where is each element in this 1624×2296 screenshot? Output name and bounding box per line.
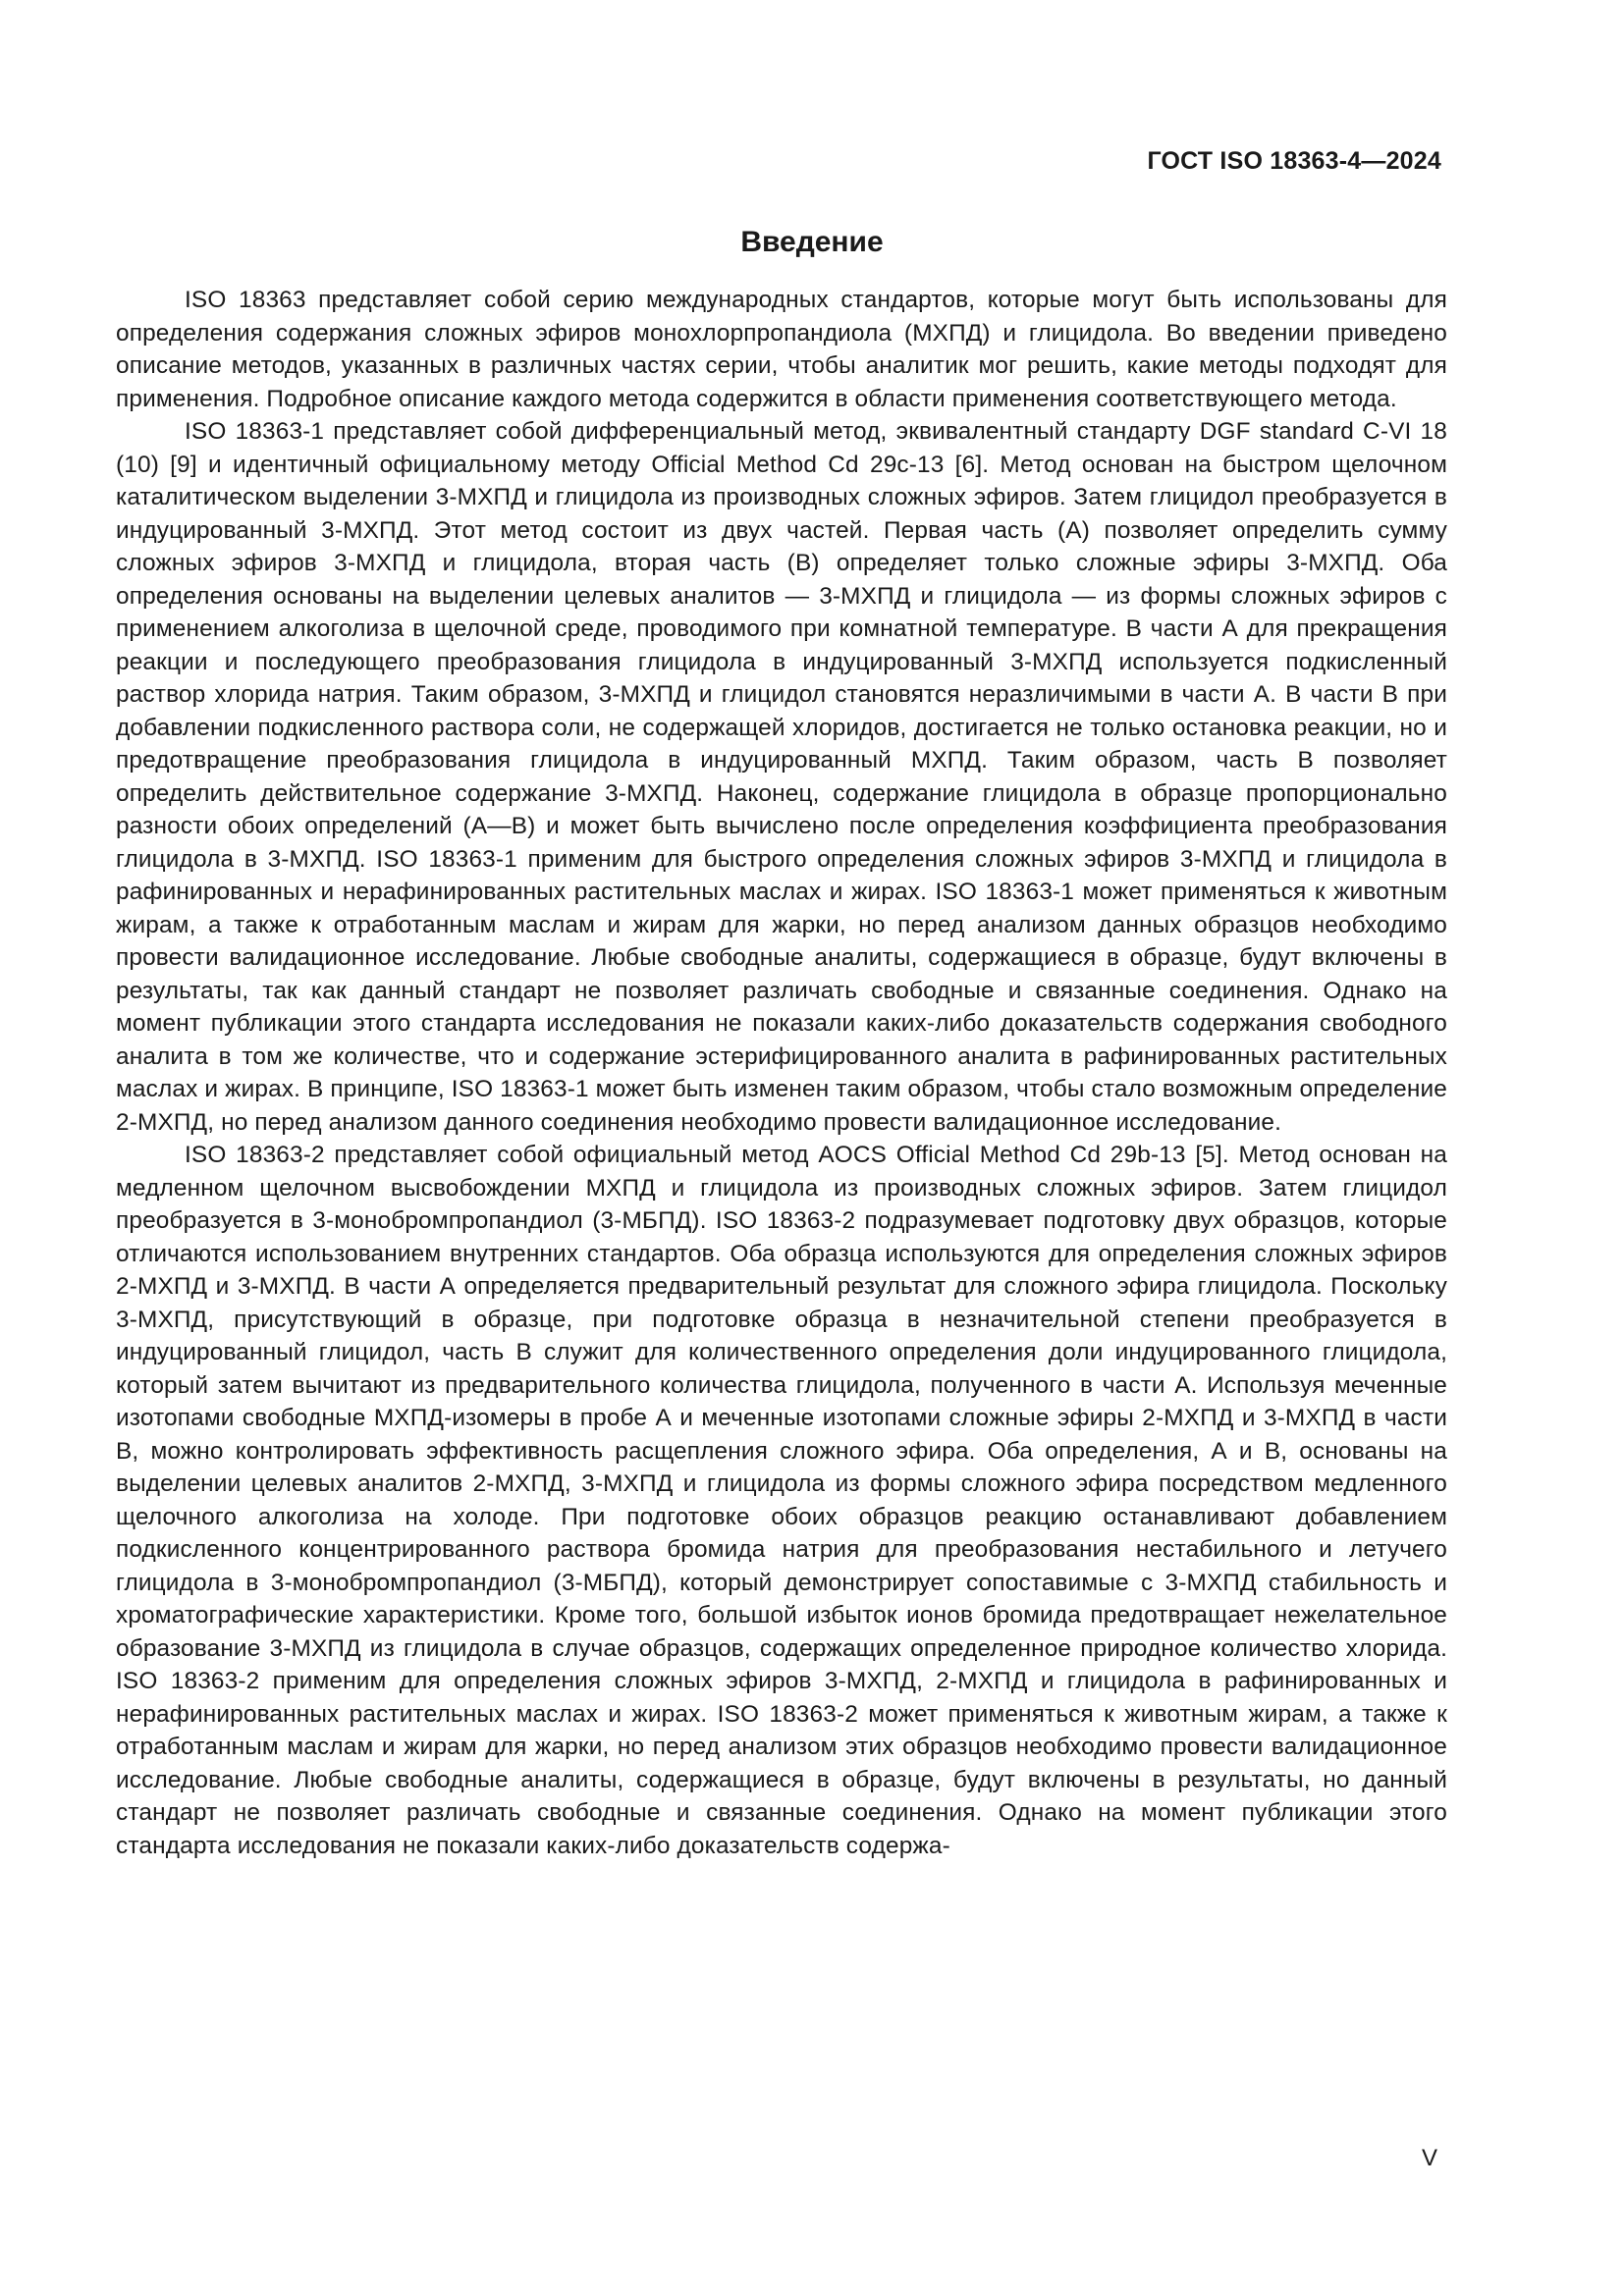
introduction-body	[116, 284, 1447, 1862]
paragraph-iso-18363-1: ISO 18363-1 представляет собой дифференциальный метод, эквивалентный стандарту DGF standard C-VI 18 (10) [9] и идентичный официальному методу Official Method Cd 29c-13 [6]. Метод основан на быстром щелочном каталитическом выделении 3-МХПД и глицидола из производных сложных эфиров. Затем глицидол преобразуется в индуцированный 3-МХПД. Этот метод состоит из двух частей. Первая часть (А) позволяет определить сумму сложных эфиров 3-МХПД и глицидола, вторая часть (В) определяет только сложные эфиры 3-МХПД. Оба определения основаны на выделении целевых аналитов — 3-МХПД и глицидола — из формы сложных эфиров с применением алкоголиза в щелочной среде, проводимого при комнатной температуре. В части А для прекращения реакции и последующего преобразования глицидола в индуцированный 3-МХПД используется подкисленный раствор хлорида натрия. Таким образом, 3-МХПД и глицидол становятся неразличимыми в части А. В части В при добавлении подкисленного раствора соли, не содержащей хлоридов, достигается не только остановка реакции, но и предотвращение преобразования глицидола в индуцированный МХПД. Таким образом, часть В позволяет определить действительное содержание 3-МХПД. Наконец, содержание глицидола в образце пропорционально разности обоих определений (А—В) и может быть вычислено после определения коэффициента преобразования глицидола в 3-МХПД. ISO 18363-1 применим для быстрого определения сложных эфиров 3-МХПД и глицидола в рафинированных и нерафинированных растительных маслах и жирах. ISO 18363-1 может применяться к животным жирам, а также к отработанным маслам и жирам для жарки, но перед анализом данных образцов необходимо провести валидационное исследование. Любые свободные аналиты, содержащиеся в образце, будут включены в результаты, так как данный стандарт не позволяет различать свободные и связанные соединения. Однако на момент публикации этого стандарта исследования не показали каких-либо доказательств содержания свободного аналита в том же количестве, что и содержание эстерифицированного аналита в рафинированных растительных маслах и жирах. В принципе, ISO 18363-1 может быть изменен таким образом, чтобы стало возможным определение 2-МХПД, но перед анализом данного соединения необходимо провести валидационное исследование.	[116, 418, 1447, 1136]
document-header-id: ГОСТ ISO 18363-4—2024	[1147, 147, 1441, 175]
paragraph-iso-18363-2: ISO 18363-2 представляет собой официальный метод AOCS Official Method Cd 29b-13 [5]. Метод основан на медленном щелочном высвобождении МХПД и глицидола из производных сложных эфиров. Затем глицидол преобразуется в 3-монобромпропандиол (3-МБПД). ISO 18363-2 подразумевает подготовку двух образцов, которые отличаются использованием внутренних стандартов. Оба образца используются для определения сложных эфиров 2-МХПД и 3-МХПД. В части А определяется предварительный результат для сложного эфира глицидола. Поскольку 3-МХПД, присутствующий в образце, при подготовке образца в незначительной степени преобразуется в индуцированный глицидол, часть В служит для количественного определения доли индуцированного глицидола, который затем вычитают из предварительного количества глицидола, полученного в части А. Используя меченные изотопами свободные МХПД-изомеры в пробе А и меченные изотопами сложные эфиры 2-МХПД и 3-МХПД в части В, можно контролировать эффективность расщепления сложного эфира. Оба определения, А и В, основаны на выделении целевых аналитов 2-МХПД, 3-МХПД и глицидола из формы сложного эфира посредством медленного щелочного алкоголиза на холоде. При подготовке обоих образцов реакцию останавливают добавлением подкисленного концентрированного раствора бромида натрия для преобразования нестабильного и летучего глицидола в 3-монобромпропандиол (3-МБПД), который демонстрирует сопоставимые с 3-МХПД стабильность и хроматографические характеристики. Кроме того, большой избыток ионов бромида предотвращает нежелательное образование 3-МХПД из глицидола в случае образцов, содержащих определенное природное количество хлорида. ISO 18363-2 применим для определения сложных эфиров 3-МХПД, 2-МХПД и глицидола в рафинированных и нерафинированных растительных маслах и жирах. ISO 18363-2 может применяться к животным жирам, а также к отработанным маслам и жирам для жарки, но перед анализом этих образцов необходимо провести валидационное исследование. Любые свободные аналиты, содержащиеся в образце, будут включены в результаты, но данный стандарт не позволяет различать свободные и связанные соединения. Однако на момент публикации этого стандарта исследования не показали каких-либо доказательств содержа-	[116, 1142, 1447, 1859]
page-number: V	[1421, 2145, 1437, 2171]
paragraph-series-overview: ISO 18363 представляет собой серию международных стандартов, которые могут быть использованы для определения содержания сложных эфиров монохлорпропандиола (МХПД) и глицидола. Во введении приведено описание методов, указанных в различных частях серии, чтобы аналитик мог решить, какие методы подходят для применения. Подробное описание каждого метода содержится в области применения соответствующего метода.	[116, 287, 1447, 412]
page-title: Введение	[740, 226, 884, 258]
